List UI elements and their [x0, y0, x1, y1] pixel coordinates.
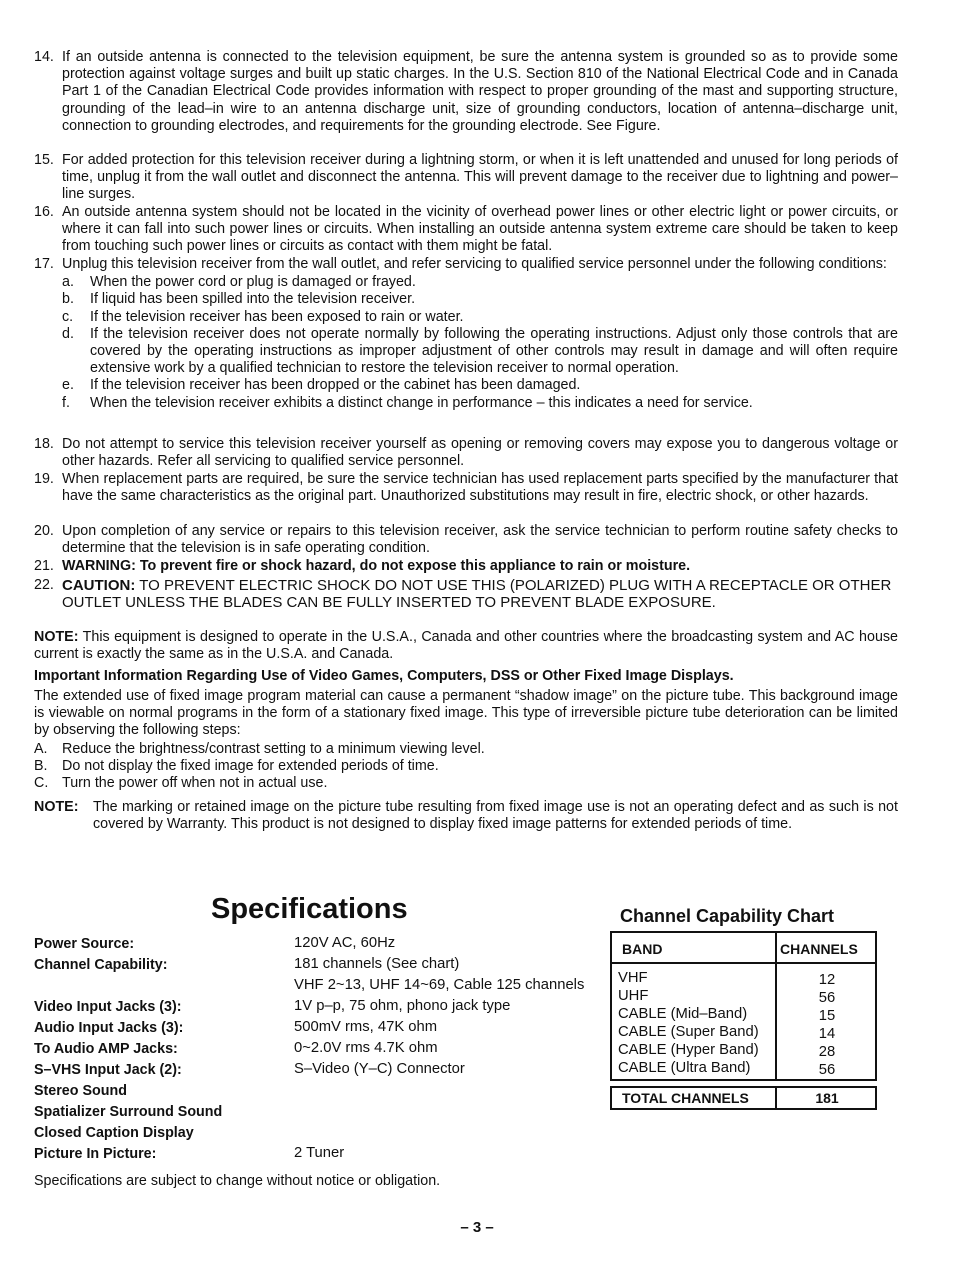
- item-text: For added protection for this television receiver during a lightning storm, or when it is left unattended and unused for long periods of time, unplug it from the wall outlet and disconnect the antenna. This will prevent damage to the receiver due to lightning and power–line surges.: [62, 152, 898, 203]
- item-18: [34, 436, 898, 470]
- page-number: – 3 –: [460, 1219, 494, 1236]
- item-number: 20.: [34, 523, 54, 539]
- spec-value: 2 Tuner: [294, 1145, 345, 1161]
- step-letter: B.: [34, 758, 48, 775]
- item-text: If an outside antenna is connected to the television equipment, be sure the antenna system is grounded so as to provide some protection against voltage surges and built up static charges. In the U.S. Section 810 of the National Electrical Code and in Canada Part 1 of the Canadian Electrical Code provides information with respect to proper grounding of the mast and supporting structure, grounding of the lead–in wire to an antenna discharge unit, size of grounding conductors, location of antenna–discharge unit, connection to grounding electrodes, and requirements for the grounding electrode. See Figure.: [62, 49, 898, 134]
- sub-letter: b.: [62, 291, 74, 308]
- spec-label: Picture In Picture:: [34, 1146, 157, 1162]
- table-cell-channels: 28: [818, 1044, 836, 1060]
- sub-text: If the television receiver has been exposed to rain or water.: [90, 308, 464, 325]
- spec-label: Power Source:: [34, 936, 135, 952]
- specifications-title: Specifications: [211, 893, 408, 925]
- spec-value: VHF 2~13, UHF 14~69, Cable 125 channels: [294, 977, 585, 993]
- spec-label: Video Input Jacks (3):: [34, 999, 182, 1015]
- note-fixed-image: [34, 799, 898, 833]
- important-text: The extended use of fixed image program material can cause a permanent “shadow image” on the picture tube. This background image is viewable on normal programs in the form of a stationary fixed image. This type of irreversible picture tube deterioration can be limited by observing the following steps:: [34, 688, 898, 739]
- item-number: 18.: [34, 436, 54, 452]
- note-label: NOTE:: [34, 799, 79, 815]
- step-text: Do not display the fixed image for extended periods of time.: [62, 758, 439, 775]
- note-label: NOTE:: [34, 629, 79, 645]
- table-cell-channels: 15: [818, 1008, 836, 1024]
- step-c: [34, 775, 898, 792]
- item-22: [34, 577, 898, 611]
- spec-label: S–VHS Input Jack (2):: [34, 1062, 182, 1078]
- item-number: 17.: [34, 256, 54, 272]
- total-channels-value: 181: [815, 1090, 839, 1106]
- sub-letter: d.: [62, 325, 74, 342]
- item-number: 19.: [34, 471, 54, 487]
- sub-text: If liquid has been spilled into the television receiver.: [90, 291, 416, 308]
- spec-value: 0~2.0V rms 4.7K ohm: [294, 1040, 438, 1056]
- sub-letter: f.: [62, 394, 70, 411]
- sub-letter: e.: [62, 377, 74, 394]
- important-steps: [34, 741, 898, 793]
- step-text: Turn the power off when not in actual use.: [62, 775, 328, 792]
- spec-label: Audio Input Jacks (3):: [34, 1020, 184, 1036]
- total-channels-label: TOTAL CHANNELS: [622, 1090, 749, 1106]
- sub-text: When the television receiver exhibits a distinct change in performance – this indicates a need for service.: [90, 394, 753, 411]
- spec-label: To Audio AMP Jacks:: [34, 1041, 178, 1057]
- caution-text: TO PREVENT ELECTRIC SHOCK DO NOT USE THIS (POLARIZED) PLUG WITH A RECEPTACLE OR OTHER OUTLET UNLESS THE BLADES CAN BE FULLY INSERTED TO PREVENT BLADE EXPOSURE.: [62, 577, 892, 612]
- item-number: 21.: [34, 558, 54, 574]
- sub-item-b: [62, 291, 898, 308]
- note-broadcast: [34, 629, 898, 663]
- total-channels-row: [610, 1086, 877, 1110]
- sub-letter: c.: [62, 308, 74, 325]
- step-a: [34, 741, 898, 758]
- spec-label: Stereo Sound: [34, 1083, 127, 1099]
- note-text: The marking or retained image on the picture tube resulting from fixed image use is not an operating defect and as such is not covered by Warranty. This product is not designed to display fixed image patterns for extended periods of time.: [93, 799, 898, 833]
- table-cell-channels: 56: [818, 1062, 836, 1078]
- spec-value: S–Video (Y–C) Connector: [294, 1061, 465, 1077]
- item-20: [34, 523, 898, 557]
- table-cell-band: VHF: [618, 970, 648, 986]
- warning-text: WARNING: To prevent fire or shock hazard, do not expose this appliance to rain or moisture.: [62, 558, 691, 574]
- table-header: [612, 933, 875, 964]
- step-text: Reduce the brightness/contrast setting to a minimum viewing level.: [62, 741, 485, 757]
- sub-item-a: [62, 274, 898, 291]
- step-b: [34, 758, 898, 775]
- item-16: [34, 204, 898, 256]
- item-14: [34, 49, 898, 135]
- item-number: 14.: [34, 49, 54, 65]
- sub-item-f: [62, 395, 898, 412]
- note-text: This equipment is designed to operate in the U.S.A., Canada and other countries where the broadcasting system and AC house current is exactly the same as in the U.S.A. and Canada.: [34, 629, 898, 663]
- table-cell-band: CABLE (Super Band): [618, 1024, 759, 1040]
- table-cell-channels: 14: [818, 1026, 836, 1042]
- item-17: [34, 256, 898, 412]
- spec-value: 1V p–p, 75 ohm, phono jack type: [294, 998, 511, 1014]
- table-cell-band: UHF: [618, 988, 649, 1004]
- important-heading: Important Information Regarding Use of Video Games, Computers, DSS or Other Fixed Image Displays.: [34, 668, 734, 684]
- sub-text: When the power cord or plug is damaged or frayed.: [90, 274, 416, 291]
- item-number: 22.: [34, 577, 54, 593]
- sub-item-e: [62, 377, 898, 394]
- step-letter: C.: [34, 775, 49, 792]
- sub-letter: a.: [62, 274, 74, 291]
- sub-text: If the television receiver does not operate normally by following the operating instructions. Adjust only those controls that are covered by the operating instructions as improper adjustment of other controls may result in damage and will often require extensive work by a qualified technician to restore the television receiver to normal operation.: [90, 325, 898, 377]
- channel-chart-title: Channel Capability Chart: [620, 906, 835, 926]
- table-cell-band: CABLE (Mid–Band): [618, 1006, 748, 1022]
- column-header-channels: CHANNELS: [780, 941, 858, 957]
- column-header-band: BAND: [622, 941, 663, 957]
- sub-text: If the television receiver has been dropped or the cabinet has been damaged.: [90, 377, 581, 394]
- spec-label: Spatializer Surround Sound: [34, 1104, 223, 1120]
- channel-capability-table: [610, 931, 877, 1081]
- item-text: Upon completion of any service or repairs to this television receiver, ask the service technician to perform routine safety checks to determine that the television is in safe operating condition.: [62, 523, 898, 557]
- sub-item-d: [62, 326, 898, 378]
- table-cell-band: CABLE (Ultra Band): [618, 1060, 751, 1076]
- item-number: 15.: [34, 152, 54, 168]
- specs-disclaimer: Specifications are subject to change without notice or obligation.: [34, 1173, 441, 1189]
- item-text: When replacement parts are required, be sure the service technician has used replacement parts specified by the manufacturer that have the same characteristics as the original part. Unauthorized substitutions may result in fire, electric shock, or other hazards.: [62, 471, 898, 505]
- table-cell-channels: 56: [818, 990, 836, 1006]
- spec-label: Closed Caption Display: [34, 1125, 194, 1141]
- item-15: [34, 152, 898, 204]
- caution-label: CAUTION:: [62, 577, 136, 594]
- item-text: Do not attempt to service this television receiver yourself as opening or removing covers may expose you to dangerous voltage or other hazards. Refer all servicing to qualified service personnel.: [62, 436, 898, 470]
- sub-item-c: [62, 309, 898, 326]
- step-letter: A.: [34, 741, 48, 757]
- table-cell-band: CABLE (Hyper Band): [618, 1042, 759, 1058]
- item-21: [34, 558, 898, 575]
- item-text: An outside antenna system should not be located in the vicinity of overhead power lines or other electric light or power circuits, or where it can fall into such power lines or circuits. When installing an outside antenna system extreme care should be taken to keep from touching such power lines or circuits as contact with them might be fatal.: [62, 204, 898, 255]
- item-text: Unplug this television receiver from the wall outlet, and refer servicing to qualified service personnel under the following conditions:: [62, 256, 887, 272]
- spec-label: Channel Capability:: [34, 957, 168, 973]
- spec-value: 181 channels (See chart): [294, 956, 460, 972]
- item-number: 16.: [34, 204, 54, 220]
- spec-value: 500mV rms, 47K ohm: [294, 1019, 438, 1035]
- spec-value: 120V AC, 60Hz: [294, 935, 396, 951]
- item-19: [34, 471, 898, 505]
- table-cell-channels: 12: [818, 972, 836, 988]
